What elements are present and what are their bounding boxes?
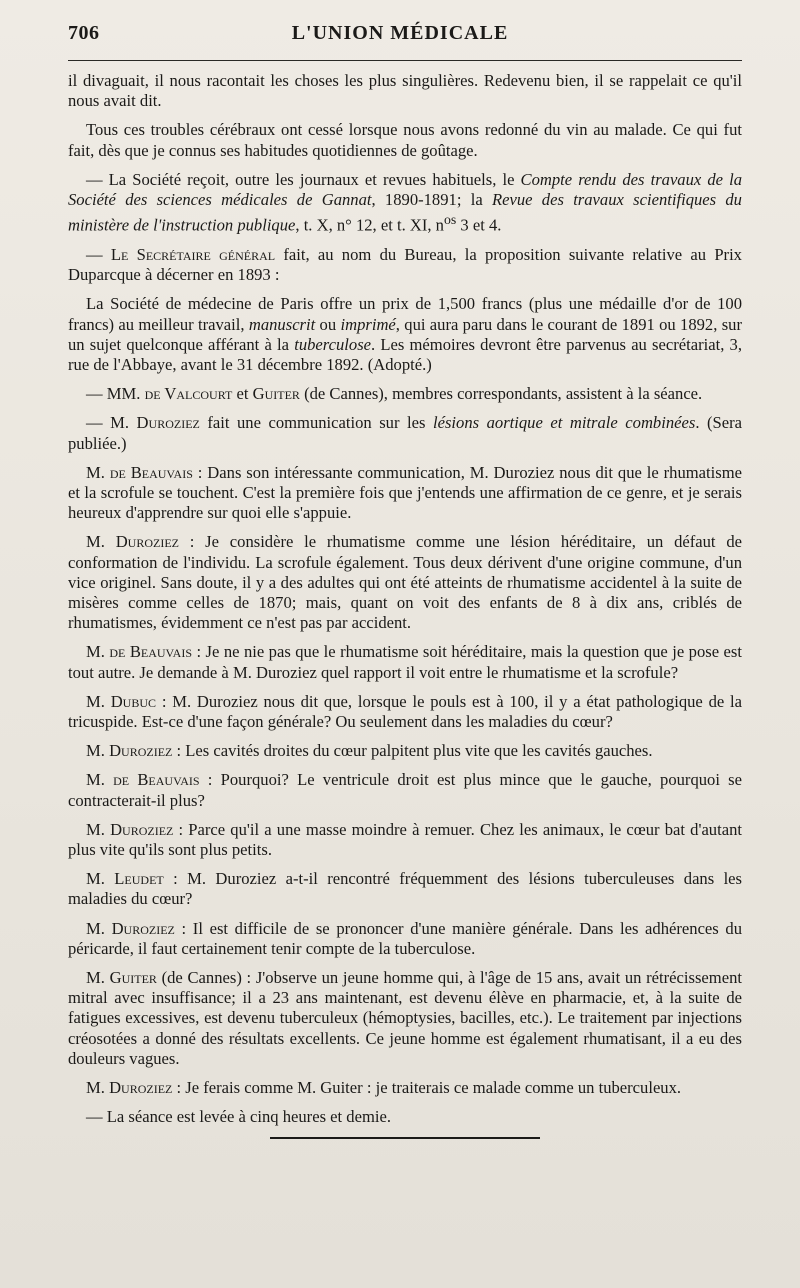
text-segment: M. xyxy=(86,642,110,662)
text-segment: M. xyxy=(86,741,110,761)
speaker-name: Le Secrétaire général xyxy=(110,244,276,264)
paragraph xyxy=(68,413,742,453)
paragraph xyxy=(68,71,742,111)
text-segment: os xyxy=(443,212,457,228)
text-segment: (de Cannes) : J'observe un jeune homme qui, à l'âge de 15 ans, avait un rétrécissement mitral avec insuffisance; il a 23 ans maintenant, est devenu élève en pharmacie, et, à la suite de fatigues excessives, est devenu tuberculeux (hémoptysies, bacilles, etc.). Le traitement par injections créosotées a donné des résultats excellents. Ce jeune homme est également rhumatisant, il a eu des douleurs vagues. xyxy=(68,968,742,1068)
paragraph xyxy=(68,532,742,633)
italic-text: manuscrit xyxy=(248,314,316,334)
text-segment: La Société de médecine de Paris offre un prix de 1,500 francs (plus une médaille d'or de 100 francs) au meilleur travail, xyxy=(68,294,742,334)
speaker-name: Leudet xyxy=(114,869,164,889)
text-segment: — M. xyxy=(86,413,137,433)
paragraph xyxy=(68,1107,742,1127)
text-segment: M. xyxy=(86,918,112,938)
speaker-name: de Beauvais xyxy=(109,642,193,662)
paragraph xyxy=(68,120,742,160)
speaker-name: Duroziez xyxy=(111,918,175,938)
paragraph xyxy=(68,1078,742,1098)
text-segment: , t. X, n° 12, et t. XI, n xyxy=(295,215,444,235)
header-rule xyxy=(68,60,742,61)
speaker-name: Duroziez xyxy=(109,1078,173,1098)
italic-text: tuberculose xyxy=(294,334,372,354)
italic-text: lésions aortique et mitrale combinées xyxy=(432,413,696,433)
speaker-name: Guiter xyxy=(109,968,157,988)
page-header xyxy=(68,22,742,52)
text-segment: . Les mémoires devront être parvenus au secrétariat, 3, rue de l'Abbaye, avant le 31 décembre 1892. (Adopté.) xyxy=(68,334,743,374)
paragraph xyxy=(68,294,742,375)
article-body xyxy=(68,71,742,1127)
text-segment: : Je ferais comme M. Guiter : je traiterais ce malade comme un tuberculeux. xyxy=(172,1078,682,1098)
text-segment: : Je considère le rhumatisme comme une lésion héréditaire, un défaut de conformation de l'individu. La scrofule également. Tous deux dérivent d'une origine commune, d'un vice originel. Sans doute, il y a des adultes qui ont été atteints de rhumatisme accidentel à la suite de misères comme celles de 1870; mais, quant on voit des enfants de 8 à dix ans, criblés de rhumatismes, évidemment ce n'est pas par accident. xyxy=(68,532,742,633)
text-segment: : Parce qu'il a une masse moindre à remuer. Chez les animaux, le cœur bat d'autant plus vite qu'ils sont plus petits. xyxy=(68,819,742,860)
speaker-name: de Beauvais xyxy=(113,770,200,790)
paragraph xyxy=(68,642,742,682)
italic-text: imprimé xyxy=(340,314,396,334)
paragraph xyxy=(68,170,742,236)
text-segment: — xyxy=(86,244,111,264)
speaker-name: de Beauvais xyxy=(109,462,193,482)
speaker-name: Duroziez xyxy=(110,819,174,839)
text-segment: , 1890-1891; la xyxy=(371,190,492,210)
paragraph xyxy=(68,968,742,1069)
speaker-name: Duroziez xyxy=(136,413,200,433)
text-segment: (de Cannes), membres correspondants, assistent à la séance. xyxy=(299,384,703,404)
text-segment: : M. Duroziez nous dit que, lorsque le pouls est à 100, il y a état pathologique de la tricuspide. Est-ce d'une façon générale? Ou seulement dans les maladies du cœur? xyxy=(68,691,742,732)
text-segment: M. xyxy=(86,691,111,711)
paragraph xyxy=(68,770,742,810)
text-segment: fait, au nom du Bureau, la proposition suivante relative au Prix Duparcque à décerner en 1893 : xyxy=(68,244,742,285)
end-rule xyxy=(270,1137,540,1139)
text-segment: : Dans son intéressante communication, M. Duroziez nous dit que le rhumatisme et la scrofule se touchent. C'est la première fois que j'entends une affirmation de ce genre, et je serais heureux d'apprendre sur quoi elle s'appuie. xyxy=(68,462,742,523)
running-title: L'UNION MÉDICALE xyxy=(291,22,509,44)
text-segment: fait une communication sur les xyxy=(199,413,433,433)
text-segment: M. xyxy=(86,819,111,839)
text-segment: il divaguait, il nous racontait les choses les plus singulières. Redevenu bien, il se rappelait ce qu'il nous avait dit. xyxy=(68,71,742,111)
paragraph xyxy=(68,919,742,959)
text-segment: . (Sera publiée.) xyxy=(68,413,743,453)
page-number: 706 xyxy=(68,22,100,44)
text-segment: : M. Duroziez a-t-il rencontré fréquemment des lésions tuberculeuses dans les maladies du cœur? xyxy=(68,869,743,909)
speaker-name: Duroziez xyxy=(109,741,173,761)
text-segment: : Les cavités droites du cœur palpitent plus vite que les cavités gauches. xyxy=(172,741,653,761)
paragraph xyxy=(68,384,742,404)
paragraph xyxy=(68,245,742,285)
text-segment: : Il est difficile de se prononcer d'une manière générale. Dans les adhérences du péricarde, il faut certainement tenir compte de la tuberculose. xyxy=(68,918,742,958)
text-segment: Tous ces troubles cérébraux ont cessé lorsque nous avons redonné du vin au malade. Ce qui fut fait, dès que je connus ses habitudes quotidiennes de goûtage. xyxy=(68,120,742,160)
speaker-name: Guiter xyxy=(252,384,300,404)
text-segment: — La Société reçoit, outre les journaux et revues habituels, le xyxy=(86,169,521,189)
speaker-name: Duroziez xyxy=(115,532,179,552)
speaker-name: Dubuc xyxy=(110,691,157,711)
speaker-name: de Valcourt xyxy=(144,384,233,404)
italic-text: Compte rendu des travaux de la Société des sciences médicales de Gannat xyxy=(68,169,742,210)
italic-text: Revue des travaux scientifiques du ministère de l'instruction publique xyxy=(68,190,742,235)
text-segment: ou xyxy=(315,314,341,334)
paragraph xyxy=(68,869,742,909)
text-segment: M. xyxy=(86,462,110,482)
paragraph xyxy=(68,820,742,860)
text-segment: 3 et 4. xyxy=(456,215,502,235)
text-segment: — MM. xyxy=(86,384,145,404)
paragraph xyxy=(68,741,742,761)
text-segment: — La séance est levée à cinq heures et demie. xyxy=(86,1107,391,1127)
paragraph xyxy=(68,692,742,732)
text-segment: , qui aura paru dans le courant de 1891 ou 1892, sur un sujet quelconque afférant à la xyxy=(68,314,742,354)
text-segment: M. xyxy=(86,968,110,988)
text-segment: M. xyxy=(86,532,116,552)
text-segment: M. xyxy=(86,1078,110,1098)
text-segment: et xyxy=(232,384,253,404)
text-segment: M. xyxy=(86,770,114,790)
text-segment: : Pourquoi? Le ventricule droit est plus mince que le gauche, pourquoi se contracterait-il plus? xyxy=(68,770,742,810)
text-segment: : Je ne nie pas que le rhumatisme soit héréditaire, mais la question que je pose est tout autre. Je demande à M. Duroziez quel rapport il voit entre le rhumatisme et la scrofule? xyxy=(68,642,742,682)
text-segment: M. xyxy=(86,869,115,889)
paragraph xyxy=(68,463,742,524)
